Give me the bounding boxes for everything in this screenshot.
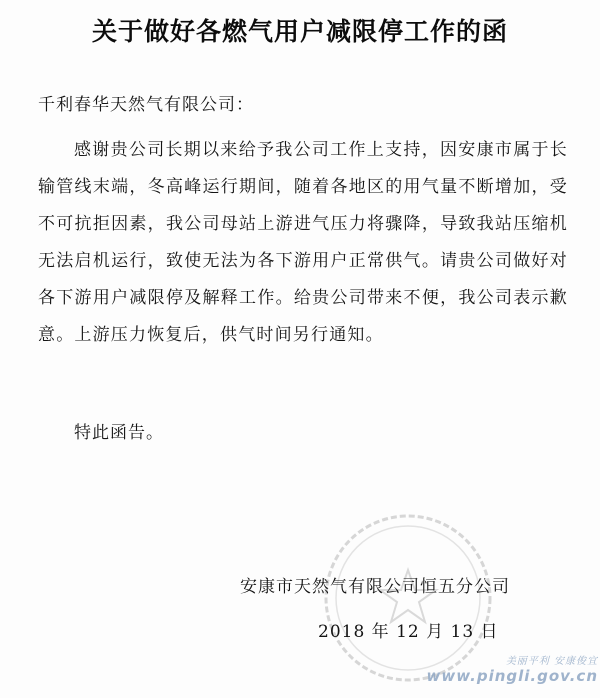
recipient-line: 千利春华天然气有限公司： <box>38 95 254 115</box>
letter-body: 感谢贵公司长期以来给予我公司工作上支持，因安康市属于长输管线末端，冬高峰运行期间，随着各地区的用气量不断增加，受不可抗拒因素，我公司母站上游进气压力将骤降，导致我站压缩机无法启机运行，致使无法为各下游用户正常供气。请贵公司做好对各下游用户减限停及解释工作。给贵公司带来不便，我公司表示歉意。上游压力恢复后，供气时间另行通知。 <box>38 140 568 345</box>
watermark-url: www.pingli.gov.cn <box>426 667 598 685</box>
closing-line: 特此函告。 <box>74 423 164 443</box>
document-date: 2018 年 12 月 13 日 <box>318 622 499 642</box>
watermark-slogan: 美丽平利 安康俊宜 <box>505 656 598 667</box>
site-watermark <box>422 652 598 685</box>
document-title: 关于做好各燃气用户减限停工作的函 <box>91 17 508 46</box>
signer-organization: 安康市天然气有限公司恒五分公司 <box>240 577 510 597</box>
